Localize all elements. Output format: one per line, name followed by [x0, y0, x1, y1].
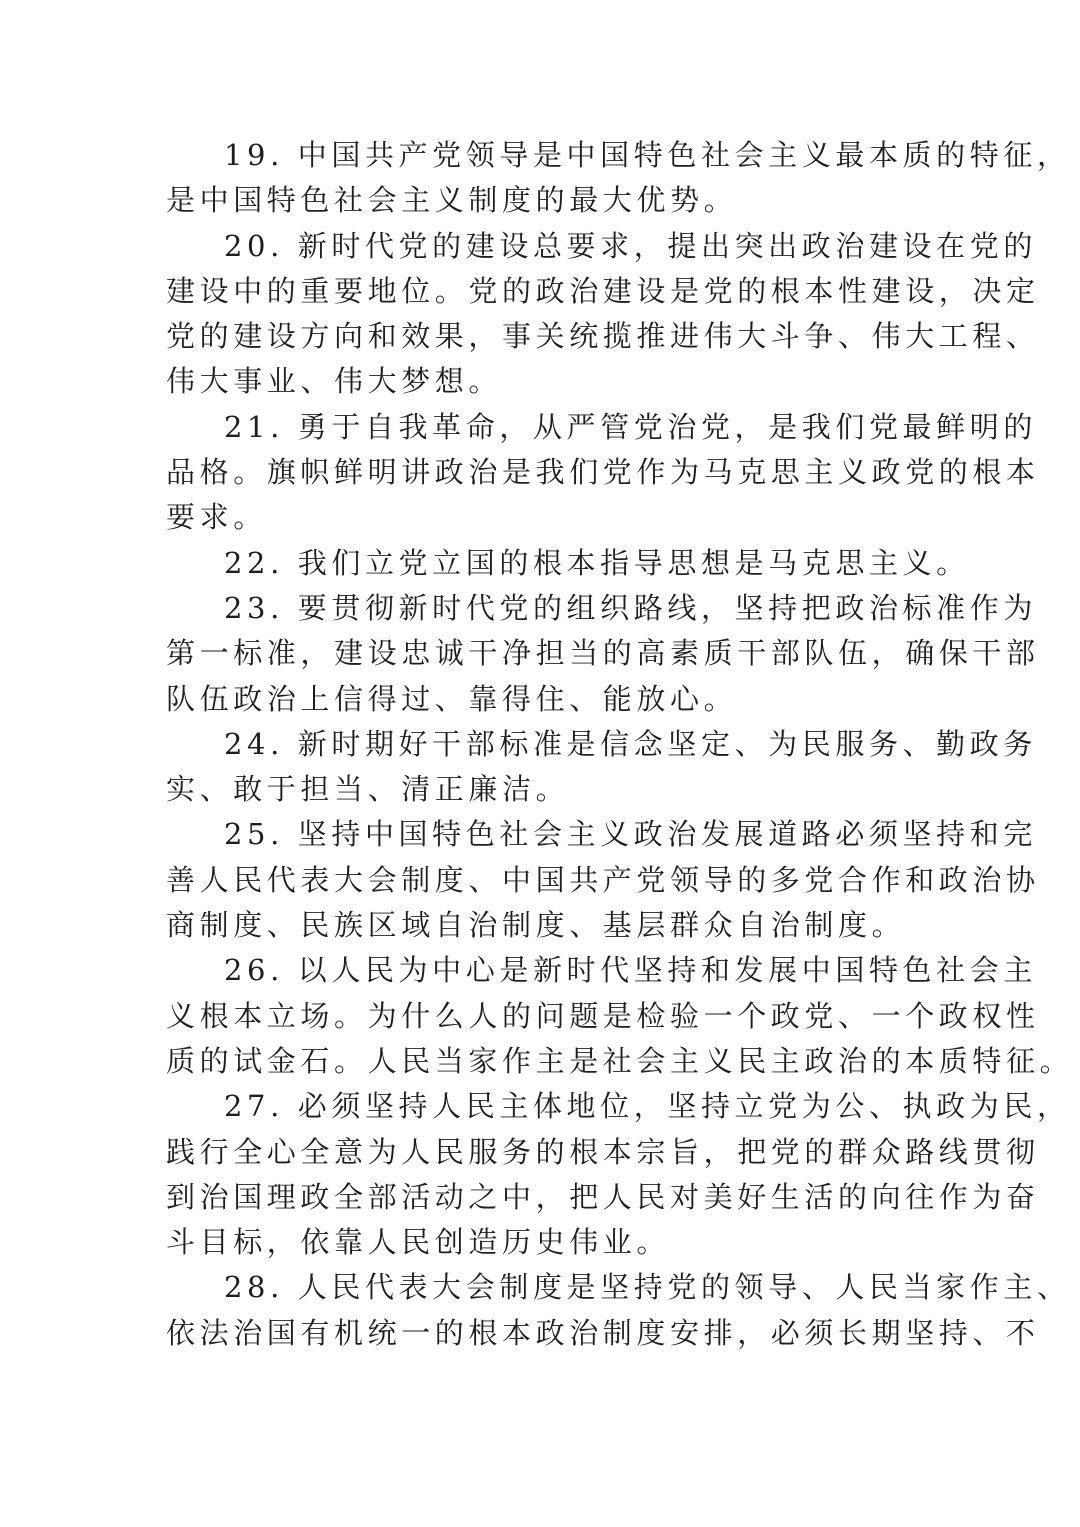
text-line: 党的建设方向和效果，事关统揽推进伟大斗争、伟大工程、: [166, 319, 1040, 354]
text-line: 依法治国有机统一的根本政治制度安排，必须长期坚持、不: [166, 1315, 1040, 1350]
paragraph-22: [166, 541, 970, 586]
paragraph-27: [166, 1084, 1071, 1265]
text-line: 伟大事业、伟大梦想。: [166, 364, 503, 399]
text-line: 19. 中国共产党领导是中国特色社会主义最本质的特征，: [224, 138, 1071, 172]
paragraph-19: [166, 133, 1071, 224]
text-line: 25. 坚持中国特色社会主义政治发展道路必须坚持和完: [224, 817, 1037, 852]
paragraph-23: [166, 586, 1040, 722]
text-line: 义根本立场。为什么人的问题是检验一个政党、一个政权性: [166, 998, 1040, 1033]
text-line: 队伍政治上信得过、靠得住、能放心。: [166, 681, 738, 716]
text-line: 商制度、民族区域自治制度、基层群众自治制度。: [166, 908, 906, 943]
text-line: 善人民代表大会制度、中国共产党领导的多党合作和政治协: [166, 862, 1040, 897]
text-line: 27. 必须坚持人民主体地位，坚持立党为公、执政为民，: [224, 1089, 1071, 1124]
document-body: [166, 133, 1074, 1356]
text-line: 践行全心全意为人民服务的根本宗旨，把党的群众路线贯彻: [166, 1134, 1040, 1169]
text-line: 到治国理政全部活动之中，把人民对美好生活的向往作为奋: [166, 1179, 1040, 1214]
text-line: 23. 要贯彻新时代党的组织路线，坚持把政治标准作为: [224, 590, 1037, 625]
text-line: 要求。: [166, 500, 267, 535]
paragraph-21: [166, 405, 1040, 541]
paragraph-20: [166, 224, 1040, 405]
paragraph-28: [166, 1265, 1071, 1356]
text-line: 22. 我们立党立国的根本指导思想是马克思主义。: [224, 545, 970, 580]
paragraph-26: [166, 948, 1074, 1084]
text-line: 斗目标，依靠人民创造历史伟业。: [166, 1225, 671, 1260]
text-line: 20. 新时代党的建设总要求，提出突出政治建设在党的: [224, 228, 1037, 263]
text-line: 21. 勇于自我革命，从严管党治党，是我们党最鲜明的: [224, 409, 1037, 444]
paragraph-25: [166, 812, 1040, 948]
text-line: 是中国特色社会主义制度的最大优势。: [166, 183, 738, 218]
text-line: 实、敢于担当、清正廉洁。: [166, 772, 570, 807]
text-line: 26. 以人民为中心是新时代坚持和发展中国特色社会主: [224, 953, 1037, 988]
text-line: 建设中的重要地位。党的政治建设是党的根本性建设，决定: [166, 273, 1040, 308]
paragraph-24: [166, 722, 1037, 813]
text-line: 品格。旗帜鲜明讲政治是我们党作为马克思主义政党的根本: [166, 455, 1040, 490]
text-line: 第一标准，建设忠诚干净担当的高素质干部队伍，确保干部: [166, 636, 1040, 671]
text-line: 质的试金石。人民当家作主是社会主义民主政治的本质特征。: [166, 1043, 1074, 1078]
text-line: 28. 人民代表大会制度是坚持党的领导、人民当家作主、: [224, 1270, 1071, 1305]
text-line: 24. 新时期好干部标准是信念坚定、为民服务、勤政务: [224, 726, 1037, 761]
